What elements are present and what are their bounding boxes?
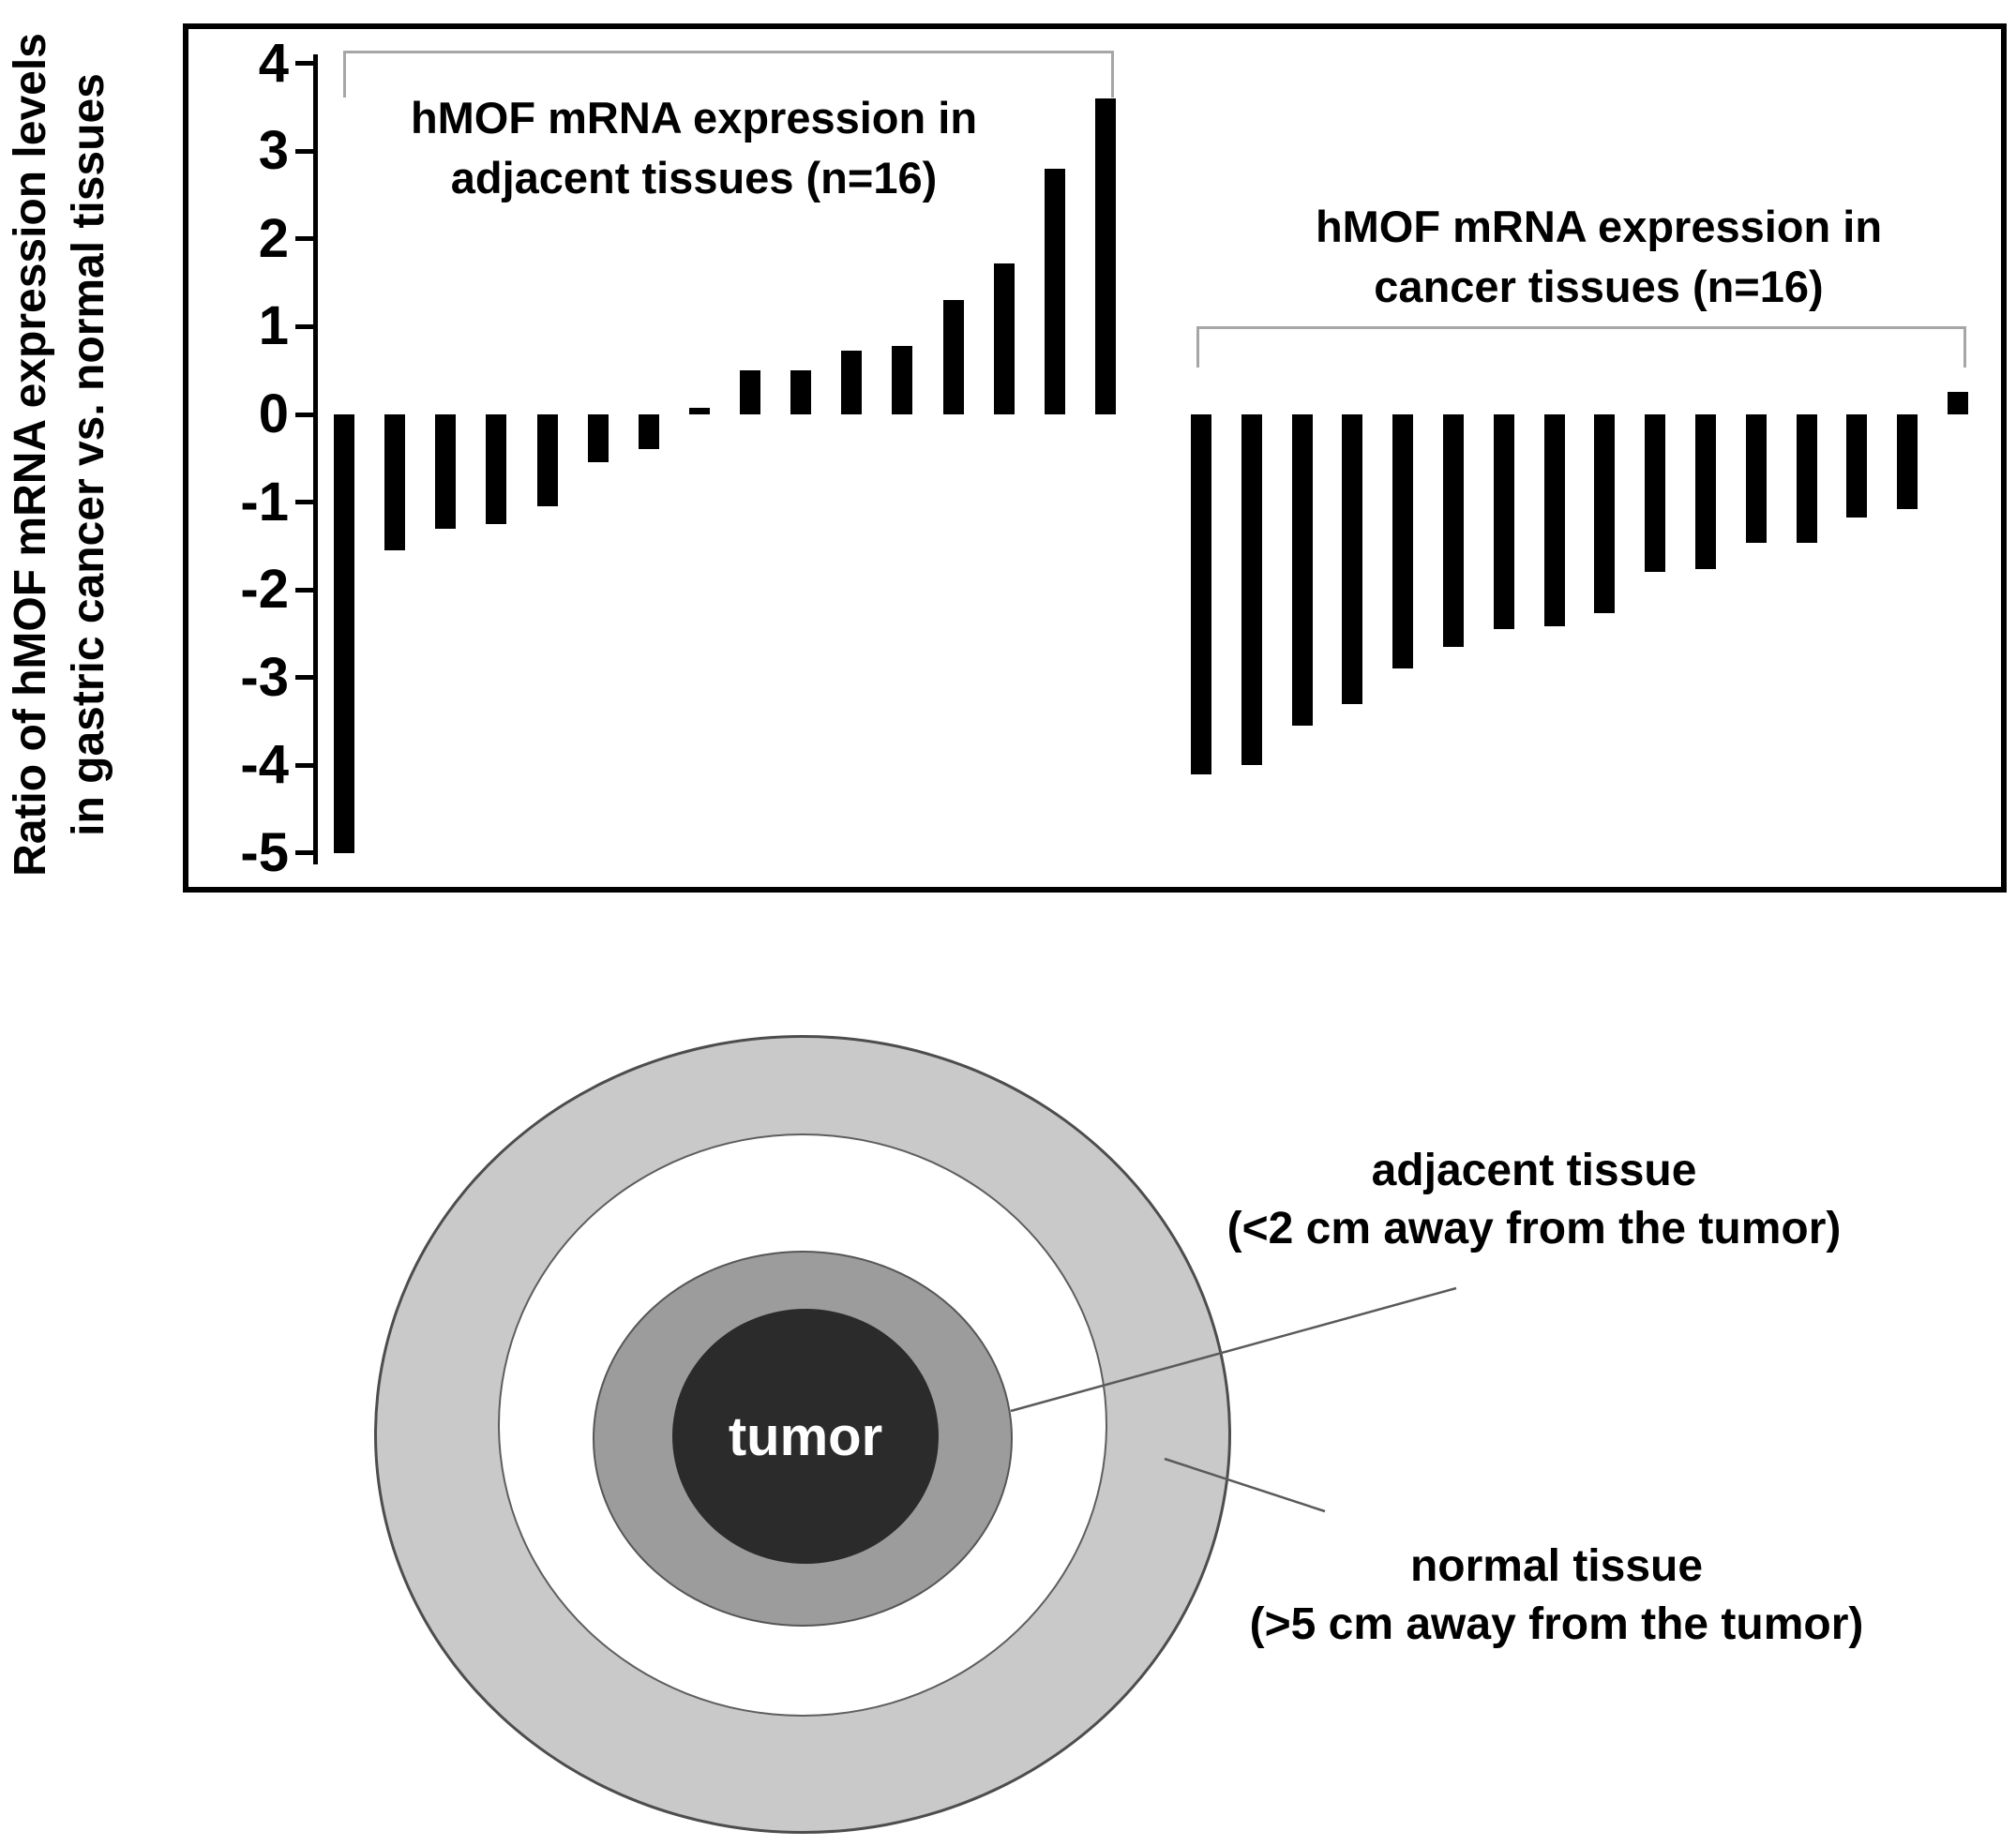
y-tick: [295, 236, 317, 241]
normal-tissue-label-line1: normal tissue: [1409, 1541, 1704, 1591]
bar-adjacent-1: [334, 414, 354, 853]
normal-tissue-label-line2: (>5 cm away from the tumor): [1249, 1599, 1864, 1649]
bar-cancer-4: [1342, 414, 1362, 704]
bar-cancer-6: [1443, 414, 1464, 647]
bar-cancer-7: [1494, 414, 1514, 629]
bar-cancer-3: [1292, 414, 1313, 726]
y-tick: [295, 763, 317, 768]
y-tick: [295, 500, 317, 504]
adjacent-group-title: [338, 88, 1050, 208]
bar-adjacent-11: [841, 351, 862, 414]
bar-adjacent-5: [537, 414, 558, 506]
bracket-cancer-group: [1196, 326, 1966, 368]
bar-adjacent-16: [1095, 98, 1116, 414]
bracket-end-tick: [1196, 328, 1199, 368]
bar-adjacent-10: [790, 370, 811, 414]
bar-adjacent-7: [639, 414, 659, 449]
bar-adjacent-6: [588, 414, 609, 462]
y-axis-title: [2, 5, 124, 905]
y-tick: [295, 588, 317, 593]
y-tick-label: 4: [258, 32, 289, 94]
normal-tissue-label: [1181, 1538, 1932, 1654]
y-axis-title-line1: Ratio of hMOF mRNA expression levels: [6, 33, 55, 877]
bar-adjacent-13: [943, 300, 964, 414]
bar-cancer-1: [1191, 414, 1211, 774]
y-tick-label: -1: [240, 471, 289, 533]
y-tick-label: 2: [258, 207, 289, 269]
tumor-label: tumor: [728, 1405, 883, 1467]
bar-cancer-9: [1594, 414, 1615, 613]
bar-cancer-2: [1241, 414, 1262, 765]
adjacent-tissue-label: [1159, 1142, 1909, 1258]
bar-adjacent-2: [384, 414, 405, 550]
adjacent-group-title-line1: hMOF mRNA expression in: [410, 93, 978, 143]
tumor-circle: [672, 1309, 939, 1564]
bracket-end-tick: [1111, 53, 1114, 98]
bar-adjacent-3: [435, 414, 456, 529]
cancer-group-title-line2: cancer tissues (n=16): [1374, 262, 1824, 311]
bar-adjacent-9: [740, 370, 760, 414]
bar-cancer-10: [1645, 414, 1665, 572]
y-tick: [295, 675, 317, 680]
bar-cancer-12: [1746, 414, 1767, 543]
cancer-group-title: [1242, 197, 1955, 317]
bar-cancer-8: [1544, 414, 1565, 626]
bar-cancer-13: [1797, 414, 1817, 543]
y-axis-title-line2: in gastric cancer vs. normal tissues: [64, 73, 113, 836]
y-tick-label: 3: [258, 120, 289, 182]
bar-cancer-15: [1897, 414, 1918, 509]
y-tick-label: -5: [240, 821, 289, 883]
adjacent-group-title-line2: adjacent tissues (n=16): [450, 153, 938, 203]
bar-cancer-5: [1392, 414, 1413, 668]
cancer-group-title-line1: hMOF mRNA expression in: [1315, 202, 1883, 251]
y-axis-line: [313, 54, 318, 864]
y-tick: [295, 149, 317, 154]
bar-adjacent-14: [994, 263, 1015, 414]
y-tick-label: 1: [258, 295, 289, 357]
bar-cancer-11: [1695, 414, 1716, 569]
y-tick-label: -4: [240, 734, 289, 796]
y-tick: [295, 324, 317, 329]
bar-adjacent-4: [486, 414, 506, 524]
bar-adjacent-12: [892, 346, 912, 414]
bar-adjacent-8: [689, 408, 710, 414]
y-tick: [295, 61, 317, 66]
y-tick: [295, 413, 317, 417]
y-tick-label: -2: [240, 559, 289, 621]
bar-cancer-16: [1948, 392, 1968, 414]
bar-cancer-14: [1846, 414, 1867, 518]
adjacent-tissue-label-line2: (<2 cm away from the tumor): [1226, 1204, 1842, 1253]
y-tick-label: -3: [240, 646, 289, 708]
y-tick: [295, 850, 317, 855]
y-tick-label: 0: [258, 383, 289, 444]
bracket-end-tick: [1963, 328, 1966, 368]
adjacent-tissue-label-line1: adjacent tissue: [1371, 1146, 1697, 1195]
